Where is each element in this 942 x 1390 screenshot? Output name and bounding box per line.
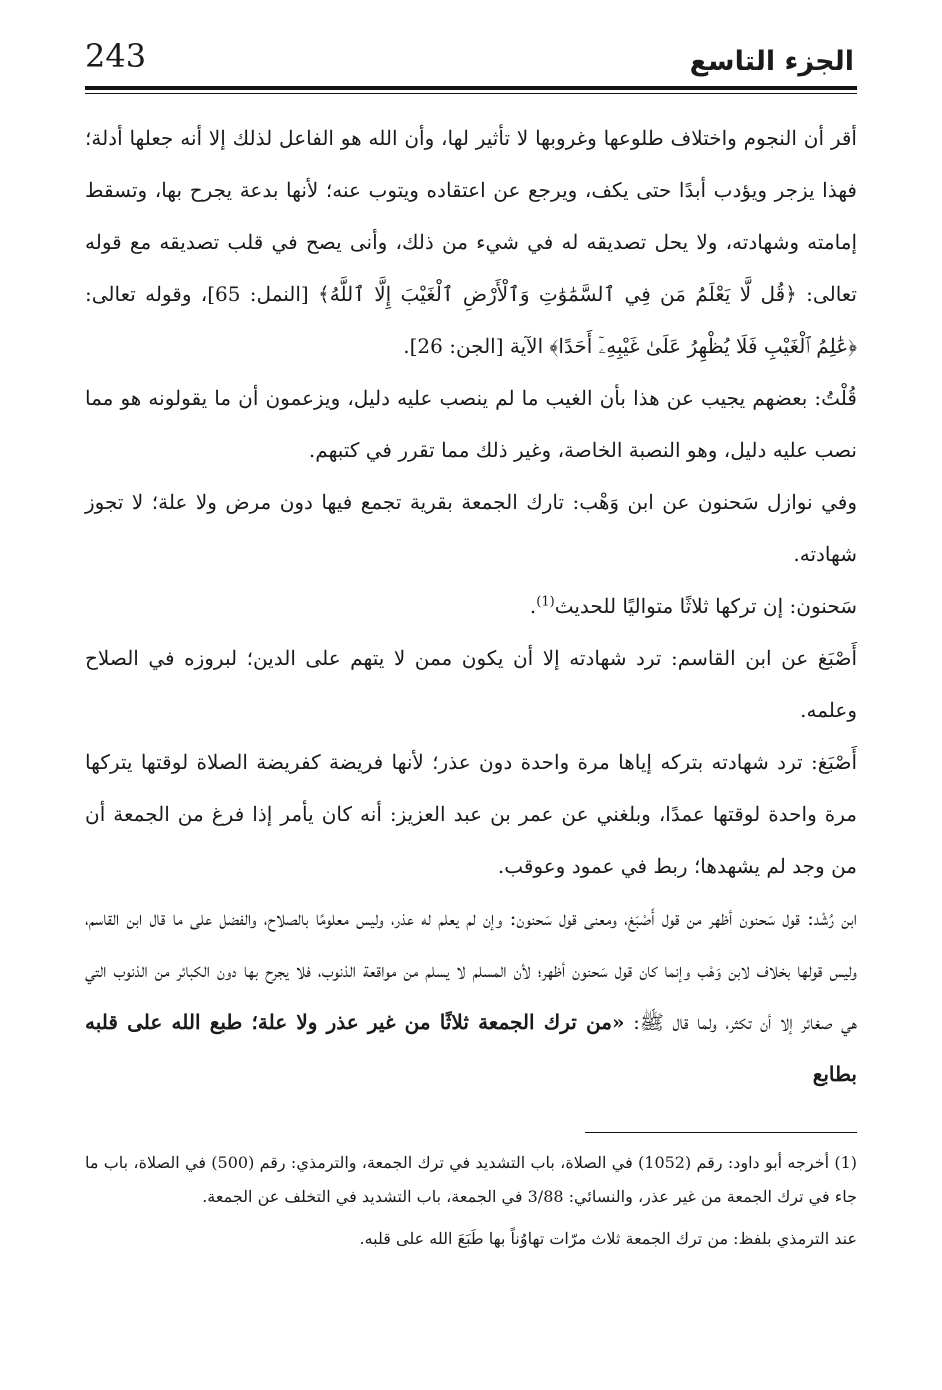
paragraph-end: . [529, 594, 537, 618]
paragraph: وفي نوازل سَحنون عن ابن وَهْب: تارك الجمعة بقرية تجمع فيها دون مرض ولا علة؛ لا تجوز شهادته. [85, 490, 857, 566]
footnote-note: عند الترمذي بلفظ: من ترك الجمعة ثلاث مرّات تهاوُناً بها طَبَعَ الله على قلبه. [359, 1229, 857, 1248]
paragraph [85, 580, 857, 632]
paragraph: قُلْتُ: بعضهم يجيب عن هذا بأن الغيب ما لم ينصب عليه دليل، ويزعمون أن ما يقولونه هو مما نصب عليه دليل، وهو النصبة الخاصة، وغير ذلك مما تقرر في كتبهم. [85, 386, 857, 462]
paragraph-text: سَحنون: إن تركها ثلاثًا متواليًا للحديث [554, 594, 857, 618]
paragraph: أقر أن النجوم واختلاف طلوعها وغروبها لا تأثير لها، وأن الله هو الفاعل لذلك إلا أنه جعلها أدلة؛ فهذا يزجر ويؤدب أبدًا حتى يكف، ويرجع عن اعتقاده ويتوب عنه؛ لأنها بدعة يجرح بها، وتسقط إمامته وشهادته، ولا يحل تصديقه له في شيء من ذلك، وأنى يصح في قلب تصديقه مع قوله تعالى: ﴿قُل لَّا يَعْلَمُ مَن فِي ٱلسَّمَٰوَٰتِ وَٱلْأَرْضِ ٱلْغَيْبَ إِلَّا ٱللَّهُ﴾ [النمل: 65]، وقوله تعالى: ﴿عَٰلِمُ ٱلْغَيْبِ فَلَا يُظْهِرُ عَلَىٰ غَيْبِهِۦٓ أَحَدًا﴾ الآية [الجن: 26]. [85, 126, 857, 358]
footnotes [85, 1146, 857, 1256]
header-rule-thin [85, 93, 857, 94]
hadith-quote: «من ترك الجمعة ثلاثًا من غير عذر ولا علة؛ طبع الله على قلبه بطابع [85, 1010, 857, 1086]
page-number: 243 [85, 37, 147, 75]
header-rule-thick [85, 86, 857, 90]
paragraph: أَصْبَغ: ترد شهادته بتركه إياها مرة واحدة دون عذر؛ لأنها فريضة كفريضة الصلاة لوقتها يتركها مرة واحدة لوقتها عمدًا، وبلغني عن عمر بن عبد العزيز: أنه كان يأمر إذا فرغ من الجمعة أن من وجد لم يشهدها؛ ربط في عمود وعوقب. [85, 750, 857, 878]
paragraph-text: ابن رُشْد: قول سَحنون أظهر من قول أَصْبَغ، ومعنى قول سَحنون: وإن لم يعلم له عذر، وليس معلومًا بالصلاح، والفضل على ما قال ابن القاسم، وليس قولها بخلاف لابن وَهْب وإنما كان قول سَحنون أظهر؛ لأن المسلم لا يسلم من مواقعة الذنوب، فلا يجرح بها دون الكبائر من الذنوب التي هي صغائر إلا أن تكثر، ولما قال ﷺ: [85, 906, 857, 1034]
footnote-ref: (1) [536, 594, 555, 610]
footnote: (1) أخرجه أبو داود: رقم (1052) في الصلاة، باب التشديد في ترك الجمعة، والترمذي: رقم (500) في الصلاة، باب ما جاء في ترك الجمعة من غير عذر، والنسائي: 3/88 في الجمعة، باب التشديد في التخلف عن الجمعة. [85, 1153, 858, 1206]
running-head: الجزء التاسع [689, 46, 854, 77]
paragraph [85, 892, 857, 1100]
footnote-rule [585, 1132, 857, 1133]
paragraph: أَصْبَغ عن ابن القاسم: ترد شهادته إلا أن يكون ممن لا يتهم على الدين؛ لبروزه في الصلاح وعلمه. [85, 646, 857, 722]
body-text [85, 112, 857, 1100]
